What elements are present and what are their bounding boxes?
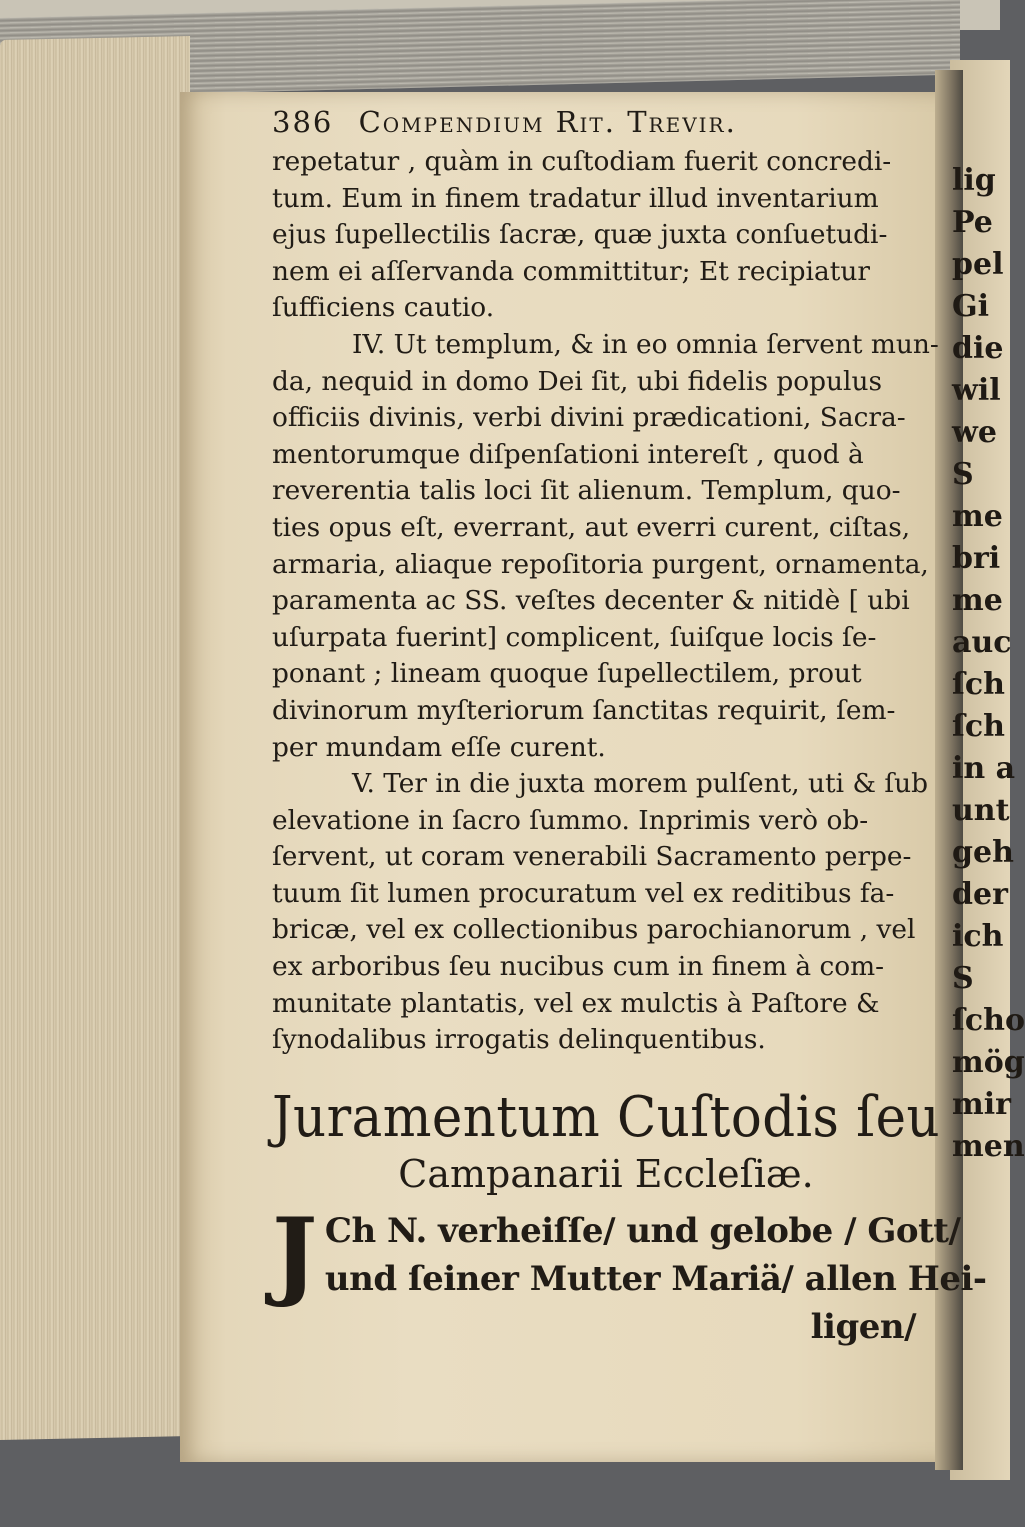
drop-cap: J	[272, 1196, 317, 1310]
facing-page-fragment: lig	[952, 163, 996, 198]
text-line: bricæ, vel ex collectionibus parochianorum , vel	[272, 914, 916, 946]
text-line: ties opus eſt, everrant, aut everri curent, ciſtas,	[272, 511, 911, 543]
text-line: ejus ſupellectilis ſacræ, quæ juxta conſuetudi-	[272, 219, 888, 251]
facing-page-fragment: Pe	[952, 205, 993, 240]
facing-page-fragment: pel	[952, 247, 1004, 282]
text-line: divinorum myſteriorum ſanctitas requirit, ſem-	[272, 694, 896, 726]
running-header	[272, 100, 940, 144]
text-line: ponant ; lineam quoque ſupellectilem, prout	[272, 658, 862, 690]
facing-page-fragment: in a	[952, 751, 1016, 786]
page-number: 386	[272, 105, 334, 139]
facing-page-fragment: ſch	[952, 667, 1005, 702]
facing-page-fragment: bri	[952, 541, 1001, 576]
text-line: tuum ſit lumen procuratum vel ex reditibus fa-	[272, 877, 895, 909]
facing-page-fragment: S	[952, 457, 974, 492]
paragraph-1	[272, 144, 940, 327]
text-line: paramenta ac SS. veſtes decenter & nitidè [ ubi	[272, 585, 910, 617]
running-title: Compendium Rit. Trevir.	[358, 105, 737, 139]
text-line: repetatur , quàm in cuſtodiam fuerit concredi-	[272, 146, 892, 177]
section-title: Juramentum Cuſtodis ſeu	[272, 1084, 941, 1150]
text-line: mentorumque diſpenſationi intereſt , quod à	[272, 438, 864, 470]
facing-page-fragment: der	[952, 877, 1008, 912]
text-line: IV. Ut templum, & in eo omnia ſervent mun-	[352, 328, 939, 360]
text-line: armaria, aliaque repoſitoria purgent, ornamenta,	[272, 548, 929, 580]
facing-page-fragment: mir	[952, 1087, 1011, 1122]
facing-page-fragment: Gi	[952, 289, 990, 324]
text-line: elevatione in ſacro ſummo. Inprimis verò ob-	[272, 804, 869, 836]
page-block-side-edges	[0, 36, 190, 1440]
facing-page-fragment: me	[952, 499, 1003, 534]
text-line: reverentia talis loci ſit alienum. Templum, quo-	[272, 475, 901, 507]
oath-text	[272, 1196, 987, 1351]
facing-page-fragment: unt	[952, 793, 1010, 828]
facing-page-fragment: auc	[952, 625, 1012, 660]
oath-line: ligen/	[810, 1306, 916, 1347]
facing-page-fragment: ſcho	[952, 1003, 1025, 1038]
facing-page-fragment: me	[952, 583, 1003, 618]
text-line: ſufficiens cautio.	[272, 292, 495, 324]
facing-page-fragment: ich	[952, 919, 1004, 954]
text-line: ſervent, ut coram venerabili Sacramento perpe-	[272, 841, 912, 873]
paragraph-5	[272, 766, 940, 1059]
facing-page-fragment: mög	[952, 1045, 1025, 1080]
facing-page-text	[952, 160, 1025, 1168]
text-line: ſynodalibus irrogatis delinquentibus.	[272, 1024, 766, 1056]
oath-line: und ſeiner Mutter Mariä/ allen Hei-	[324, 1258, 987, 1299]
facing-page-fragment: we	[952, 415, 997, 450]
text-line: officiis divinis, verbi divini prædicationi, Sacra-	[272, 402, 906, 434]
text-line: tum. Eum in finem tradatur illud inventarium	[272, 182, 879, 214]
facing-page-fragment: geh	[952, 835, 1014, 870]
text-line: ex arboribus ſeu nucibus cum in finem à com-	[272, 951, 885, 983]
text-line: nem ei aſſervanda committitur; Et recipiatur	[272, 255, 870, 287]
paragraph-4	[272, 327, 940, 766]
text-line: per mundam eſſe curent.	[272, 731, 606, 763]
facing-page-fragment: wil	[952, 373, 1001, 408]
text-line: da, nequid in domo Dei ſit, ubi fidelis populus	[272, 365, 883, 397]
section-subtitle: Campanarii Eccleſiæ.	[398, 1151, 814, 1196]
facing-page-fragment: ſch	[952, 709, 1005, 744]
facing-page-fragment: S	[952, 961, 974, 996]
text-line: munitate plantatis, vel ex mulctis à Paſtore &	[272, 987, 880, 1019]
facing-page-fragment: die	[952, 331, 1004, 366]
facing-page-fragment: men	[952, 1129, 1025, 1164]
text-line: uſurpata fuerint] complicent, ſuiſque locis ſe-	[272, 621, 877, 653]
text-line: V. Ter in die juxta morem pulſent, uti & ſub	[352, 768, 928, 800]
oath-line: Ch N. verheiſſe/ und gelobe / Gott/	[324, 1210, 961, 1251]
